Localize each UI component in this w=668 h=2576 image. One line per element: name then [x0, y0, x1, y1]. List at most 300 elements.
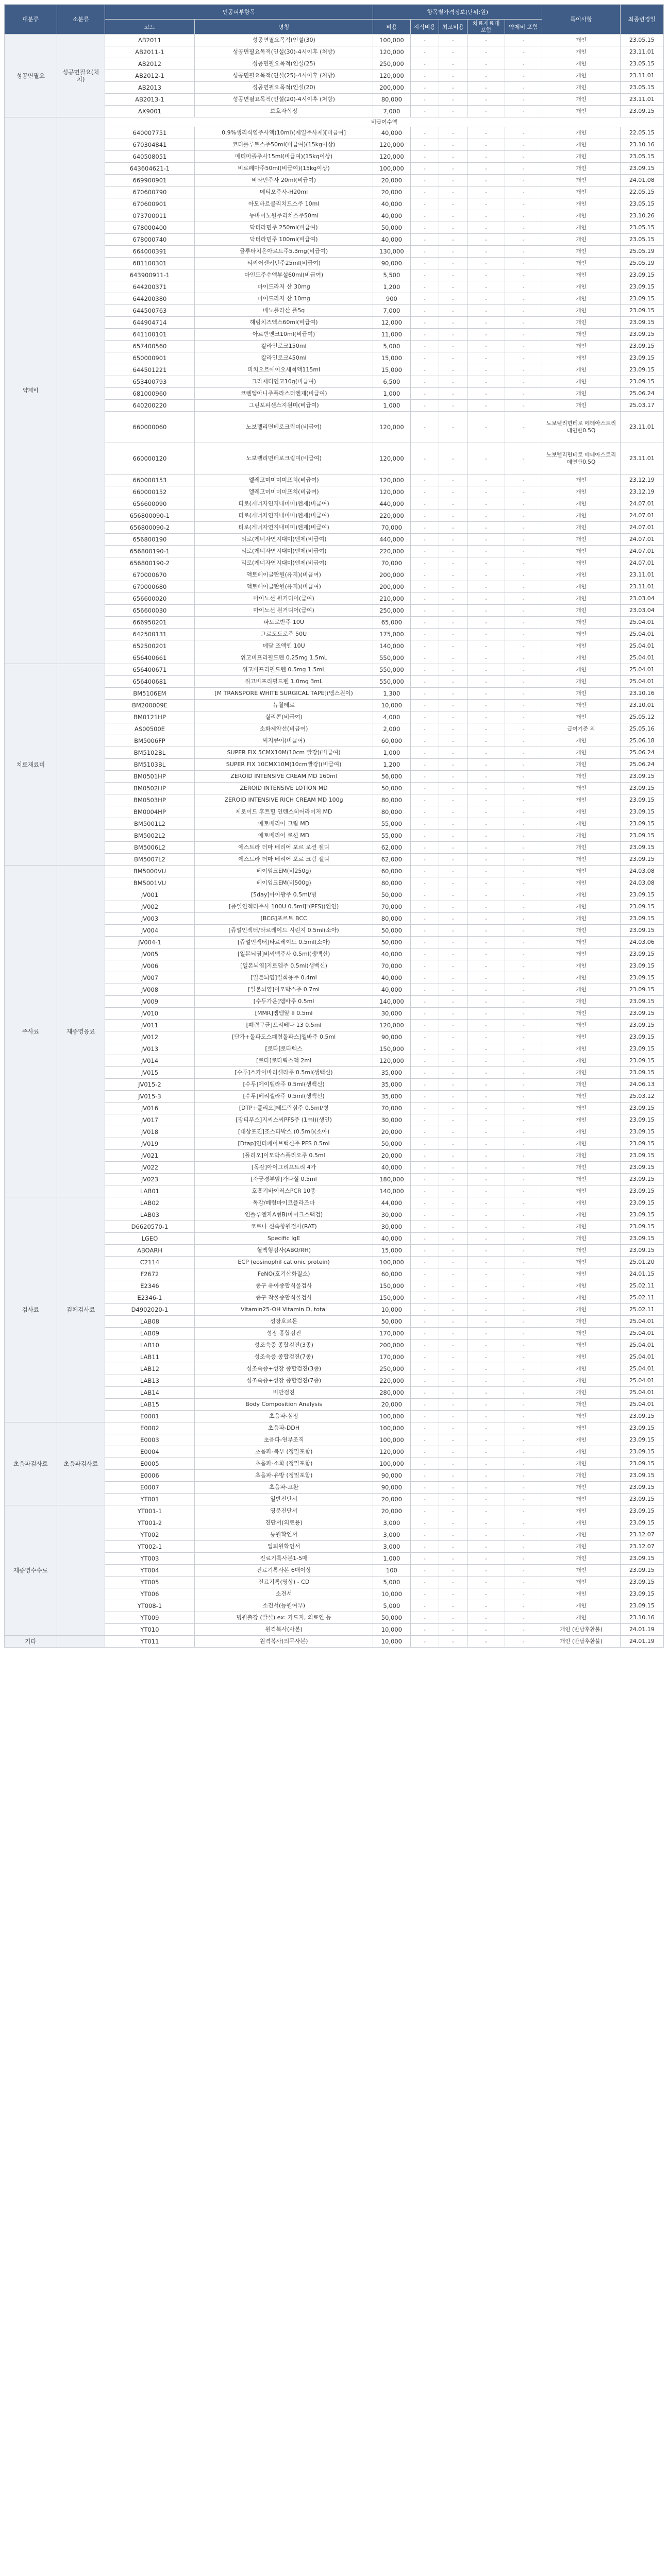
flag-cell: - [439, 830, 467, 842]
name-cell: 위고비프리필드펜 1.0mg 3mL [195, 676, 373, 688]
name-cell: [일본뇌염]비씨백주사 0.5ml(생백신) [195, 948, 373, 960]
flag-cell: - [410, 1150, 439, 1162]
name-cell: 액토베이글탄원(유지)(비급여) [195, 581, 373, 593]
price-cell: 44,000 [373, 1197, 411, 1209]
date-cell: 23.09.15 [620, 1031, 663, 1043]
date-cell: 23.09.15 [620, 293, 663, 305]
name-cell: 비만검진 [195, 1387, 373, 1399]
flag-cell: - [410, 1103, 439, 1114]
code-cell: YT001-2 [105, 1517, 194, 1529]
flag-cell: - [439, 1612, 467, 1624]
flag-cell: - [439, 711, 467, 723]
flag-cell: - [505, 1103, 542, 1114]
flag-cell: - [467, 1091, 505, 1103]
flag-cell: - [439, 913, 467, 925]
flag-cell: - [439, 842, 467, 854]
flag-cell: - [467, 1517, 505, 1529]
code-cell: JV006 [105, 960, 194, 972]
flag-cell: - [439, 1387, 467, 1399]
flag-cell: - [439, 1114, 467, 1126]
flag-cell: - [410, 388, 439, 400]
price-cell: 4,000 [373, 711, 411, 723]
date-cell: 23.09.15 [620, 1150, 663, 1162]
flag-cell: - [439, 984, 467, 996]
flag-cell: - [505, 1387, 542, 1399]
flag-cell: - [410, 771, 439, 783]
date-cell: 24.07.01 [620, 498, 663, 510]
date-cell: 25.03.17 [620, 400, 663, 412]
subcategory-cell: 성공면필요(처치) [57, 35, 105, 117]
name-cell: 에스트라 더마 베리어 포르 크림 젤디 [195, 854, 373, 866]
flag-cell: - [439, 1020, 467, 1031]
date-cell: 23.05.15 [620, 35, 663, 46]
code-cell: LAB09 [105, 1328, 194, 1340]
flag-cell: - [505, 1067, 542, 1079]
name-cell: 혈액형검사(ABO/RH) [195, 1245, 373, 1257]
name-cell: 초음파-연부조직 [195, 1434, 373, 1446]
flag-cell: - [439, 1517, 467, 1529]
flag-cell: - [410, 70, 439, 82]
name-cell: 진료기록(영상) - CD [195, 1577, 373, 1588]
flag-cell: - [439, 510, 467, 522]
date-cell: 24.03.08 [620, 877, 663, 889]
price-cell: 90,000 [373, 1470, 411, 1482]
name-cell: 그르도도로주 50U [195, 629, 373, 640]
price-cell: 70,000 [373, 522, 411, 534]
price-cell: 120,000 [373, 46, 411, 58]
flag-cell: - [439, 771, 467, 783]
date-cell: 23.09.15 [620, 771, 663, 783]
flag-cell: - [505, 937, 542, 948]
flag-cell: - [410, 629, 439, 640]
flag-cell: - [410, 581, 439, 593]
flag-cell: - [467, 1292, 505, 1304]
note-cell: 개인 [542, 1055, 620, 1067]
date-cell: 23.09.15 [620, 889, 663, 901]
flag-cell: - [439, 46, 467, 58]
price-cell: 40,000 [373, 1162, 411, 1174]
code-cell: AS00500E [105, 723, 194, 735]
price-cell: 40,000 [373, 984, 411, 996]
price-cell: 280,000 [373, 1387, 411, 1399]
note-cell: 개인 [542, 937, 620, 948]
code-cell: JV012 [105, 1031, 194, 1043]
note-cell: 개인 [542, 534, 620, 546]
code-cell: 656600090 [105, 498, 194, 510]
date-cell: 23.10.16 [620, 1612, 663, 1624]
flag-cell: - [505, 1221, 542, 1233]
name-cell: 성공면필요목적(인설(25) [195, 58, 373, 70]
flag-cell: - [439, 1505, 467, 1517]
date-cell: 23.09.15 [620, 1209, 663, 1221]
code-cell: BM5001VU [105, 877, 194, 889]
code-cell: JV019 [105, 1138, 194, 1150]
flag-cell: - [467, 1245, 505, 1257]
flag-cell: - [410, 94, 439, 106]
flag-cell: - [410, 293, 439, 305]
code-cell: JV013 [105, 1043, 194, 1055]
name-cell: 성공면필요목적(인설(20) [195, 82, 373, 94]
price-cell: 20,000 [373, 1126, 411, 1138]
note-cell: 개인 [542, 581, 620, 593]
note-cell: 개인 [542, 972, 620, 984]
date-cell: 23.09.15 [620, 1221, 663, 1233]
name-cell: 엘레고미미미미프치(비급여) [195, 474, 373, 486]
flag-cell: - [410, 676, 439, 688]
date-cell: 23.09.15 [620, 1470, 663, 1482]
code-cell: YT002 [105, 1529, 194, 1541]
flag-cell: - [439, 723, 467, 735]
flag-cell: - [439, 1529, 467, 1541]
note-cell: 개인 [542, 759, 620, 771]
note-cell: 개인 [542, 688, 620, 700]
code-cell: 640200220 [105, 400, 194, 412]
flag-cell: - [505, 139, 542, 151]
price-cell: 3,000 [373, 1541, 411, 1553]
name-cell: 실리콘(비급여) [195, 711, 373, 723]
code-cell: E0004 [105, 1446, 194, 1458]
flag-cell: - [467, 1399, 505, 1411]
flag-cell: - [505, 269, 542, 281]
note-cell: 개인 [542, 960, 620, 972]
flag-cell: - [505, 1340, 542, 1351]
flag-cell: - [505, 794, 542, 806]
price-cell: 120,000 [373, 474, 411, 486]
flag-cell: - [505, 234, 542, 246]
flag-cell: - [505, 1268, 542, 1280]
flag-cell: - [410, 723, 439, 735]
flag-cell: - [410, 281, 439, 293]
date-cell: 24.07.01 [620, 546, 663, 557]
price-cell: 100,000 [373, 35, 411, 46]
flag-cell: - [410, 1577, 439, 1588]
flag-cell: - [505, 1363, 542, 1375]
header-mid-category: 소분류 [57, 5, 105, 35]
flag-cell: - [410, 198, 439, 210]
name-cell: 초음파-심장 [195, 1411, 373, 1422]
flag-cell: - [439, 376, 467, 388]
price-cell: 50,000 [373, 222, 411, 234]
date-cell: 23.10.01 [620, 700, 663, 711]
note-cell: 개인 [542, 925, 620, 937]
flag-cell: - [467, 794, 505, 806]
date-cell: 23.05.15 [620, 151, 663, 163]
category-cell: 주사료 [5, 866, 57, 1197]
code-cell: JV016 [105, 1103, 194, 1114]
flag-cell: - [439, 629, 467, 640]
date-cell: 23.09.15 [620, 1577, 663, 1588]
price-cell: 10,000 [373, 700, 411, 711]
name-cell: 아모바르콜리치드스주 10ml [195, 198, 373, 210]
note-cell: 개인 [542, 711, 620, 723]
flag-cell: - [439, 1328, 467, 1340]
flag-cell: - [410, 58, 439, 70]
name-cell: [폴리오]이모박스폴리오주 0.5ml [195, 1150, 373, 1162]
flag-cell: - [467, 1434, 505, 1446]
price-cell: 175,000 [373, 629, 411, 640]
name-cell: 종구 유아종합식물검사 [195, 1280, 373, 1292]
name-cell: 피치오르에이오세척액115ml [195, 364, 373, 376]
name-cell: [단가+돌파도스폐렴돌파스]엘바주 0.5ml [195, 1031, 373, 1043]
flag-cell: - [439, 866, 467, 877]
flag-cell: - [505, 593, 542, 605]
date-cell: 25.04.01 [620, 1328, 663, 1340]
note-cell: 개인 [542, 1268, 620, 1280]
name-cell: 에토베리어 로션 MD [195, 830, 373, 842]
name-cell: 닥터라민주 100ml(비급여) [195, 234, 373, 246]
price-cell: 80,000 [373, 806, 411, 818]
date-cell: 23.09.15 [620, 948, 663, 960]
flag-cell: - [410, 1328, 439, 1340]
note-cell: 개인 [542, 1138, 620, 1150]
note-cell: 개인 [542, 151, 620, 163]
flag-cell: - [410, 1482, 439, 1494]
code-cell: E0005 [105, 1458, 194, 1470]
code-cell: 644501221 [105, 364, 194, 376]
date-cell: 25.04.01 [620, 1375, 663, 1387]
flag-cell: - [410, 1375, 439, 1387]
price-cell: 3,000 [373, 1529, 411, 1541]
flag-cell: - [410, 937, 439, 948]
name-cell: Body Composition Analysis [195, 1399, 373, 1411]
note-cell: 개인 (반납후환불) [542, 1624, 620, 1636]
flag-cell: - [467, 305, 505, 317]
price-cell: 100 [373, 1565, 411, 1577]
price-cell: 3,000 [373, 1517, 411, 1529]
note-cell: 개인 [542, 400, 620, 412]
note-cell: 개인 [542, 1079, 620, 1091]
flag-cell: - [439, 1588, 467, 1600]
note-cell: 개인 [542, 546, 620, 557]
price-cell: 11,000 [373, 329, 411, 341]
code-cell: JV002 [105, 901, 194, 913]
flag-cell: - [439, 1399, 467, 1411]
flag-cell: - [410, 759, 439, 771]
name-cell: 성조숙증 종합검진(3종) [195, 1340, 373, 1351]
note-cell: 개인 [542, 901, 620, 913]
name-cell: 초음파-복부 (정밀포함) [195, 1446, 373, 1458]
flag-cell: - [505, 783, 542, 794]
name-cell: 크라제디연고10g(비급여) [195, 376, 373, 388]
note-cell: 개인 [542, 305, 620, 317]
flag-cell: - [505, 1577, 542, 1588]
table-row [5, 1505, 664, 1517]
note-cell: 개인 [542, 1103, 620, 1114]
flag-cell: - [467, 1553, 505, 1565]
name-cell: 써지큐어(비급여) [195, 735, 373, 747]
code-cell: JV004 [105, 925, 194, 937]
flag-cell: - [505, 1162, 542, 1174]
flag-cell: - [439, 1221, 467, 1233]
code-cell: BM0503HP [105, 794, 194, 806]
flag-cell: - [505, 1292, 542, 1304]
flag-cell: - [439, 948, 467, 960]
date-cell: 24.07.01 [620, 510, 663, 522]
flag-cell: - [467, 1387, 505, 1399]
flag-cell: - [505, 629, 542, 640]
name-cell: 성조숙증+성장 종합검진(3종) [195, 1363, 373, 1375]
note-cell: 개인 [542, 1577, 620, 1588]
code-cell: 656800190-1 [105, 546, 194, 557]
note-cell: 개인 [542, 1150, 620, 1162]
date-cell: 25.03.12 [620, 1091, 663, 1103]
flag-cell: - [467, 581, 505, 593]
price-cell: 180,000 [373, 1174, 411, 1185]
name-cell: FeNO(호기산화질소) [195, 1268, 373, 1280]
flag-cell: - [410, 1162, 439, 1174]
date-cell: 25.04.01 [620, 652, 663, 664]
note-cell: 개인 [542, 1292, 620, 1304]
flag-cell: - [410, 510, 439, 522]
flag-cell: - [467, 1257, 505, 1268]
code-cell: YT001 [105, 1494, 194, 1505]
price-cell: 30,000 [373, 1114, 411, 1126]
note-cell: 개인 [542, 210, 620, 222]
flag-cell: - [505, 498, 542, 510]
flag-cell: - [410, 329, 439, 341]
flag-cell: - [505, 222, 542, 234]
flag-cell: - [505, 1446, 542, 1458]
name-cell: 성조숙증 종합검진(7종) [195, 1351, 373, 1363]
date-cell: 24.03.06 [620, 937, 663, 948]
code-cell: 678000400 [105, 222, 194, 234]
date-cell: 23.09.15 [620, 913, 663, 925]
name-cell: 진단서(의료용) [195, 1517, 373, 1529]
price-cell: 40,000 [373, 210, 411, 222]
name-cell: 0.9%생리식염주사액(10ml)(제일주사제)[비급여] [195, 127, 373, 139]
flag-cell: - [439, 593, 467, 605]
date-cell: 23.12.19 [620, 474, 663, 486]
flag-cell: - [505, 913, 542, 925]
date-cell: 23.09.15 [620, 1197, 663, 1209]
note-cell: 개인 [542, 1565, 620, 1577]
note-cell: 개인 [542, 293, 620, 305]
flag-cell: - [505, 1280, 542, 1292]
name-cell: 에스트라 더마 베리어 포르 로션 젤디 [195, 842, 373, 854]
price-cell: 220,000 [373, 510, 411, 522]
date-cell: 23.05.15 [620, 82, 663, 94]
flag-cell: - [439, 1174, 467, 1185]
flag-cell: - [467, 234, 505, 246]
name-cell: 베이임크EM(비250g) [195, 866, 373, 877]
price-cell: 1,000 [373, 388, 411, 400]
flag-cell: - [439, 293, 467, 305]
flag-cell: - [467, 522, 505, 534]
flag-cell: - [505, 1055, 542, 1067]
flag-cell: - [467, 281, 505, 293]
flag-cell: - [505, 1174, 542, 1185]
note-cell: 개인 [542, 569, 620, 581]
name-cell: 메티오주사-H20ml [195, 187, 373, 198]
flag-cell: - [505, 364, 542, 376]
flag-cell: - [467, 1103, 505, 1114]
note-cell: 개인 [542, 1351, 620, 1363]
flag-cell: - [439, 388, 467, 400]
flag-cell: - [410, 1268, 439, 1280]
flag-cell: - [410, 1351, 439, 1363]
flag-cell: - [505, 175, 542, 187]
flag-cell: - [439, 1292, 467, 1304]
note-cell: 개인 [542, 1375, 620, 1387]
price-cell: 120,000 [373, 139, 411, 151]
note-cell: 개인 [542, 139, 620, 151]
flag-cell: - [439, 1031, 467, 1043]
price-cell: 50,000 [373, 937, 411, 948]
flag-cell: - [467, 388, 505, 400]
flag-cell: - [439, 1411, 467, 1422]
flag-cell: - [505, 1434, 542, 1446]
flag-cell: - [439, 1197, 467, 1209]
flag-cell: - [410, 1446, 439, 1458]
flag-cell: - [410, 522, 439, 534]
flag-cell: - [439, 1150, 467, 1162]
date-cell: 23.09.15 [620, 376, 663, 388]
flag-cell: - [467, 1138, 505, 1150]
flag-cell: - [439, 1091, 467, 1103]
code-cell: 681000960 [105, 388, 194, 400]
code-cell: F2672 [105, 1268, 194, 1280]
date-cell: 24.01.15 [620, 1268, 663, 1280]
flag-cell: - [439, 818, 467, 830]
flag-cell: - [505, 1114, 542, 1126]
flag-cell: - [467, 1185, 505, 1197]
flag-cell: - [410, 127, 439, 139]
flag-cell: - [505, 1138, 542, 1150]
date-cell: 23.09.15 [620, 984, 663, 996]
name-cell: 비타민주사 20ml(비급여) [195, 175, 373, 187]
note-cell: 개인 [542, 1588, 620, 1600]
flag-cell: - [439, 317, 467, 329]
code-cell: 656800190-2 [105, 557, 194, 569]
note-cell: 개인 [542, 498, 620, 510]
note-cell: 개인 [542, 127, 620, 139]
price-cell: 20,000 [373, 1399, 411, 1411]
note-cell: 개인 [542, 258, 620, 269]
price-cell: 550,000 [373, 676, 411, 688]
flag-cell: - [410, 546, 439, 557]
date-cell: 23.11.01 [620, 443, 663, 474]
flag-cell: - [467, 1079, 505, 1091]
flag-cell: - [439, 443, 467, 474]
flag-cell: - [505, 1422, 542, 1434]
price-cell: 10,000 [373, 1624, 411, 1636]
code-cell: 643900911-1 [105, 269, 194, 281]
price-cell: 140,000 [373, 1185, 411, 1197]
flag-cell: - [439, 1209, 467, 1221]
code-cell: JV011 [105, 1020, 194, 1031]
flag-cell: - [410, 1422, 439, 1434]
table-row [5, 1197, 664, 1209]
code-cell: 656800090-1 [105, 510, 194, 522]
flag-cell: - [505, 711, 542, 723]
code-cell: D6620570-1 [105, 1221, 194, 1233]
flag-cell: - [505, 1233, 542, 1245]
flag-cell: - [467, 210, 505, 222]
name-cell: 베이임크EM(비500g) [195, 877, 373, 889]
flag-cell: - [410, 1067, 439, 1079]
flag-cell: - [467, 1197, 505, 1209]
price-cell: 150,000 [373, 1280, 411, 1292]
name-cell: 비로페마주50ml(비급여)(15kg이상) [195, 163, 373, 175]
flag-cell: - [467, 1494, 505, 1505]
flag-cell: - [467, 187, 505, 198]
note-cell: 개인 [542, 474, 620, 486]
date-cell: 23.09.15 [620, 1114, 663, 1126]
note-cell: 개인 [542, 771, 620, 783]
date-cell: 25.04.01 [620, 629, 663, 640]
note-cell: 개인 [542, 984, 620, 996]
flag-cell: - [467, 948, 505, 960]
